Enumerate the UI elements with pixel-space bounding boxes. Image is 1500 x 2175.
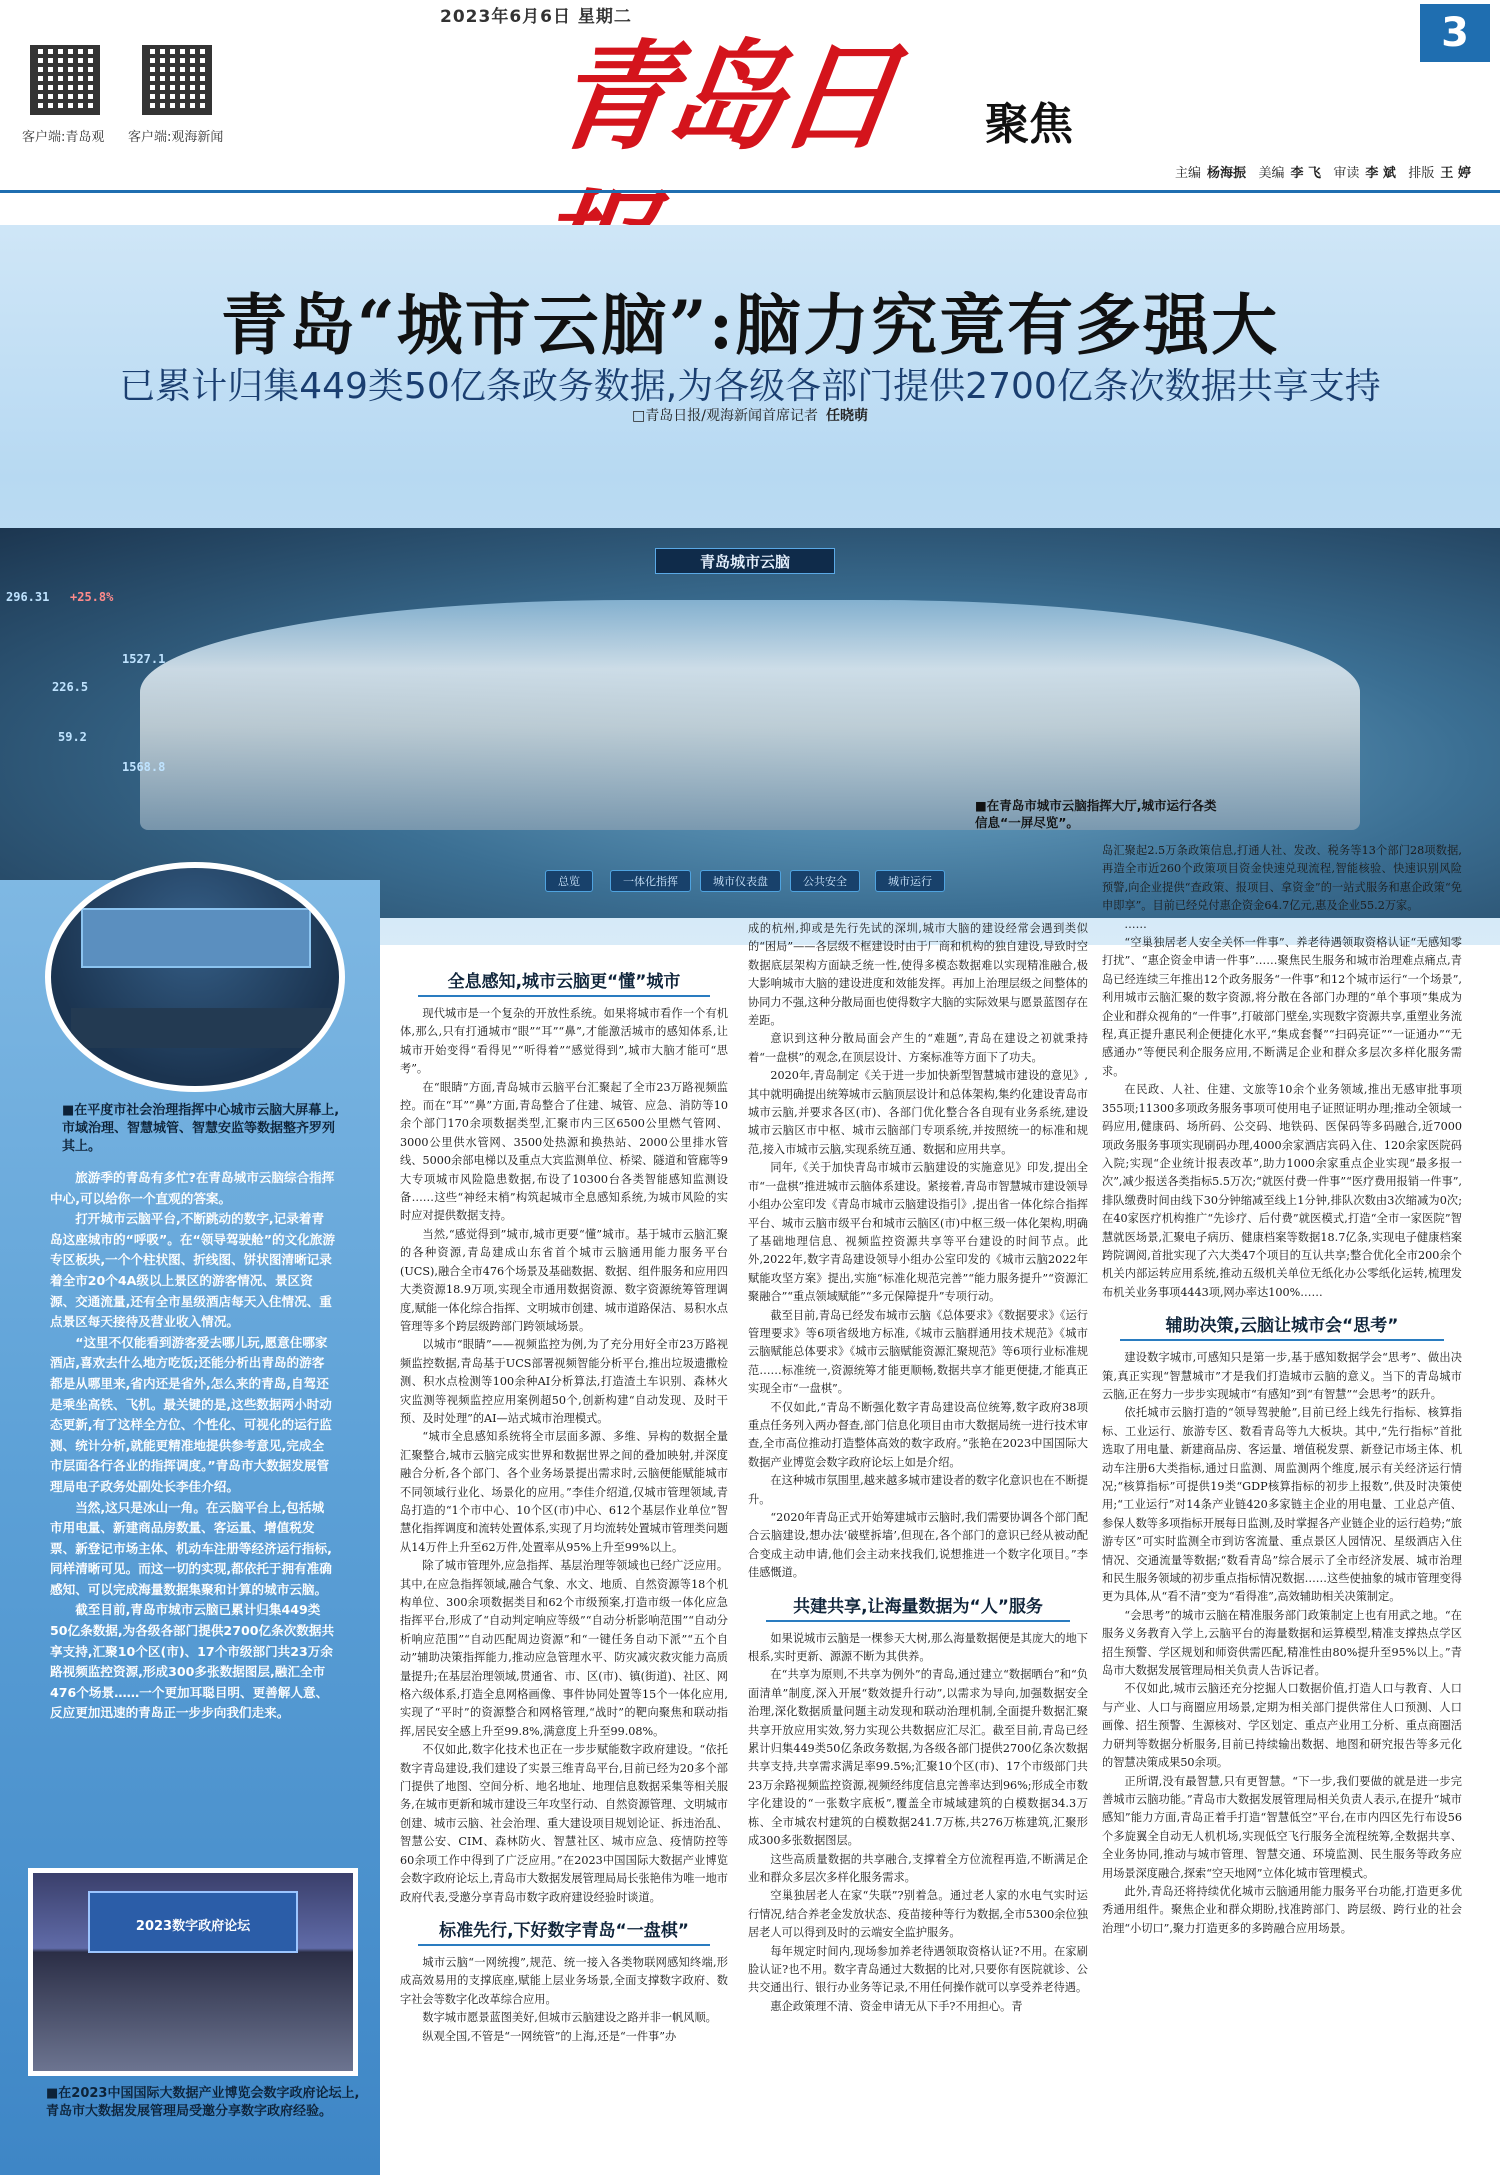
credit-name: 李 斌 (1365, 166, 1396, 181)
byline (0, 405, 1500, 425)
paragraph: 不仅如此,“青岛不断强化数字青岛建设高位统筹,数字政府38项重点任务列入两办督查,部门信息化项目由市大数据局统一进行技术审查,全市高位推动打造整体高效的数字政府。”张艳在2023中国国际大数据产业博览会数字政府论坛上如是介绍。 (748, 1400, 1088, 1469)
paragraph: 以城市“眼睛”——视频监控为例,为了充分用好全市23万路视频监控数据,青岛基于UCS部署视频智能分析平台,推出垃圾遗撒检测、积水点检测等100余种AI分析算法,打造渣土车识别、森林火灾监测等视频监控应用案例超50个,创新构建“自动发现、及时干预、及时处理”的AI—站式城市治理模式。 (400, 1338, 728, 1425)
paragraph: 这些高质量数据的共享融合,支撑着全方位流程再造,不断满足企业和群众多层次多样化服务需求。 (748, 1852, 1088, 1884)
paragraph: 惠企政策理不清、资金申请无从下手?不用担心。青 (770, 1999, 1023, 2013)
paragraph: 空巢独居老人在家“失联”?别着急。通过老人家的水电气实时运行情况,结合养老金发放状态、疫苗接种等行为数据,全市5300余位独居老人可以得到及时的云端安全监护服务。 (748, 1889, 1088, 1940)
paragraph: 建设数字城市,可感知只是第一步,基于感知数据学会“思考”、做出决策,真正实现“智慧城市”才是我们打造城市云脑的意义。当下的青岛城市云脑,正在努力一步步实现城市“有感知”到“有智慧”“会思考”的跃升。 (1102, 1351, 1462, 1401)
stage-banner-text: 2023数字政府论坛 (135, 1919, 251, 1934)
screen-readout: 296.31 (6, 590, 50, 604)
paragraph: “城市全息感知系统将全市层面多源、多维、异构的数据全量汇聚整合,城市云脑完成实世界和数据世界之间的叠加映射,并深度融合分析,各个部门、各个业务场景提出需求时,云脑便能赋能城市不同领域行业化、场景化的应用。”李佳介绍道,仅城市管理领域,青岛打造的“1个市中心、10个区(市)中心、612个基层作业单位”智慧化指挥调度和流转处置体系,实现了月均流转处置城市管理类问题从14万件上升至62万件,处置率从95%上升至99%以上。 (400, 1430, 728, 1554)
paragraph: 在民政、人社、住建、文旅等10余个业务领域,推出无感审批事项355项;11300多项政务服务事项可使用电子证照证明办理;推动全领域一码应用,健康码、场所码、公交码、地铁码、医保码等多码融合,近7000项政务服务事项实现刷码办理,4000余家酒店宾码入住、120余家医院码入院;实现“企业统计报表改革”,助力1000余家重点企业实现“最多报一次”,减少报送各类指标5.5万次;“就医付费一件事”“医疗费用报销一件事”,排队缴费时间由线下30分钟缩减至线上1分钟,排队次数由3次缩减为0次;在40家医疗机构推广“先诊疗、后付费”就医模式,打造“全市一家医院”智慧就医场景,汇聚电子病历、健康档案等数据18.7亿条,实现电子健康档案跨院调阅,首批实现了六大类47个项目的互认共享;整合优化全市200余个机关内部运转应用系统,推动五级机关单位无纸化办公零纸化运转,梳理发布机关业务事项4443项,网办率达100%…… (1102, 1083, 1462, 1299)
paragraph: 成的杭州,抑或是先行先试的深圳,城市大脑的建设经常会遇到类似的“困局”——各层级不框建设时由于厂商和机构的独自建设,导致时空数据底层架构方面缺乏统一性,使得多模态数据难以实现精准融合,极大影响城市大脑的建设进度和效能发挥。再加上治理层级之间整体的协同力不强,这种分散局面也使得数字大脑的实际效果与愿景蓝图存在差距。 (748, 922, 1088, 1028)
paragraph: 截至目前,青岛已经发布城市云脑《总体要求》《数据要求》《运行管理要求》等6项省级地方标准,《城市云脑群通用技术规范》《城市云脑赋能总体要求》《城市云脑赋能资源汇聚规范》等6项行业标准规范……标准统一,资源统筹才能更顺畅,数据共享才能更便捷,才能真正实现全市“一盘棋”。 (748, 1308, 1088, 1396)
command-center-photo (45, 862, 345, 1092)
page-number: 3 (1420, 4, 1490, 62)
paragraph: “2020年青岛正式开始筹建城市云脑时,我们需要协调各个部门配合云脑建设,想办法‘破壁拆墙’,但现在,各个部门的意识已经从被动配合变成主动申请,他们会主动来找我们,说想推进一个数字化项目。”李佳感慨道。 (748, 1511, 1088, 1580)
paragraph: 正所谓,没有最智慧,只有更智慧。“下一步,我们要做的就是进一步完善城市云脑功能。”青岛市大数据发展管理局相关负责人表示,在提升“城市感知”能力方面,青岛正着手打造“智慧低空”平台,在市内四区先行布设56个多旋翼全自动无人机机场,实现低空飞行服务全流程统筹,全数据共享、全业务协同,推动与城市管理、智慧交通、环境监测、民生服务等政务应用场景深度融合,探索“空天地网”立体化城市管理模式。 (1102, 1774, 1462, 1880)
qr-code-icon (142, 45, 212, 115)
paragraph: 纵观全国,不管是“一网统管”的上海,还是“一件事”办 (422, 2029, 677, 2043)
qr-caption: 客户端:青岛观 (22, 130, 105, 145)
screen-button: 城市运行 (875, 870, 945, 892)
screen-button: 总览 (545, 870, 593, 892)
editor-credits (1175, 162, 1471, 181)
paragraph: 现代城市是一个复杂的开放性系统。如果将城市看作一个有机体,那么,只有打通城市“眼”“耳”“鼻”,才能激活城市的感知体系,让城市开始变得“看得见”“听得着”“感觉得到”,城市大脑才能可“思考”。 (400, 1007, 728, 1076)
paragraph: 截至目前,青岛市城市云脑已累计归集449类50亿条数据,为各级各部门提供2700亿条次数据共享支持,汇聚10个区(市)、17个市级部门共23万余路视频监控资源,形成300多张数据图层,融汇全市476个场景……一个更加耳聪目明、更善解人意、反应更加迅速的青岛正一步步向我们走来。 (50, 1602, 335, 1721)
screen-readout: 226.5 (52, 680, 89, 694)
screen-title: 青岛城市云脑 (655, 548, 835, 574)
paragraph: 意识到这种分散局面会产生的“难题”,青岛在建设之初就秉持着“一盘棋”的观念,在顶层设计、方案标准等方面下了功夫。 (748, 1032, 1088, 1064)
screen-button: 公共安全 (790, 870, 860, 892)
photo-caption: ■在青岛市城市云脑指挥大厅,城市运行各类信息“一屏尽览”。 (975, 798, 1217, 830)
paragraph: 在“眼睛”方面,青岛城市云脑平台汇聚起了全市23万路视频监控。而在“耳”“鼻”方面,青岛整合了住建、城管、应急、消防等10余个部门170余项数据类型,汇聚市内三区6500公里燃气管网、3000公里供水管网、3500处热源和换热站、2000公里排水管线、5000余部电梯以及重点大宾监测单位、桥梁、隧道和管廊等9大专项城市风险隐患数据,布设了10300台各类智能感知监测设备……这些“神经末梢”构筑起城市全息感知系统,为城市风险的实时应对提供数据支持。 (400, 1080, 728, 1223)
paragraph: 旅游季的青岛有多忙?在青岛城市云脑综合指挥中心,可以给你一个直观的答案。 (50, 1170, 335, 1206)
article-column (1102, 842, 1462, 2172)
masthead-divider (0, 190, 1500, 193)
screen-readout: 1568.8 (122, 760, 166, 774)
paragraph: “空巢独居老人安全关怀一件事”、养老待遇领取资格认证“无感知零打扰”、“惠企资金申请一件事”……聚焦民生服务和城市治理难点痛点,青岛已经连续三年推出12个政务服务“一件事”和12个城市运行“一个场景”,利用城市云脑汇聚的数字资源,将分散在各部门办理的“单个事项”集成为企业和群众视角的“一件事”,打破部门壁垒,实现数字资源共享,重塑业务流程,真正提升惠民利企便捷化水平,“集成套餐”“扫码亮证”“一证通办”“无感通办”等便民利企服务应用,不断满足企业和群众多层次多样化服务需求。 (1102, 936, 1462, 1078)
screen-button: 一体化指挥 (610, 870, 691, 892)
qr-caption: 客户端:观海新闻 (128, 130, 224, 145)
section-heading: 标准先行,下好数字青岛“一盘棋” (418, 1913, 710, 1946)
credit-role: 主编 (1175, 166, 1202, 181)
paragraph: 打开城市云脑平台,不断跳动的数字,记录着青岛这座城市的“呼吸”。在“领导驾驶舱”的文化旅游专区板块,一个个柱状图、折线图、饼状图清晰记录着全市20个4A级以上景区的游客情况、景区资源、交通流量,还有全市星级酒店每天入住情况、重点景区每天接待及营业收入情况。 (50, 1211, 335, 1330)
credit-role: 排版 (1408, 166, 1435, 181)
paragraph: “会思考”的城市云脑在精准服务部门政策制定上也有用武之地。“在服务义务教育入学上,云脑平台的海量数据和运算模型,精准支撑热点学区招生预警、学区规划和师资供需匹配,精准性由80%提升至95%以上。”青岛市大数据发展管理局相关负责人告诉记者。 (1102, 1608, 1462, 1678)
section-heading: 共建共享,让海量数据为“人”服务 (766, 1589, 1070, 1622)
paragraph: 2020年,青岛制定《关于进一步加快新型智慧城市建设的意见》,其中就明确提出统筹城市云脑顶层设计和总体架构,集约化建设青岛市城市云脑,并要求各区(市)、各部门优化整合各自现有业务系统,建设城市云脑区市中枢、城市云脑部门专项系统,并按照统一的标准和规范,接入市城市云脑,实现系统互通、数据和应用共享。 (748, 1069, 1088, 1156)
article-column (748, 920, 1088, 2170)
newspaper-logo: 青岛日报 (545, 27, 901, 166)
paragraph: 当然,“感觉得到”城市,城市更要“懂”城市。基于城市云脑汇聚的各种资源,青岛建成山东省首个城市云脑通用能力服务平台(UCS),融合全市476个场景及基础数据、数据、组件服务和应用四大类资源18.9万项,实现全市通用数据资源、数字资源统筹管理调度,赋能一体化综合指挥、文明城市创建、城市道路保洁、易积水点管理等多个跨层级跨部门跨领域场景。 (400, 1227, 728, 1333)
credit-role: 美编 (1258, 166, 1285, 181)
sidebar-text (50, 1168, 335, 1724)
section-heading: 辅助决策,云脑让城市会“思考” (1120, 1308, 1444, 1341)
section-heading: 全息感知,城市云脑更“懂”城市 (418, 964, 710, 997)
screen-readout: 1527.1 (122, 652, 166, 666)
credit-name: 杨海振 (1207, 166, 1247, 181)
paragraph: 此外,青岛还将持续优化城市云脑通用能力服务平台功能,打造更多优秀通用组件。聚焦企业和群众期盼,找准跨部门、跨层级、跨行业的社会治理“小切口”,聚力打造更多的多跨融合应用场景。 (1102, 1884, 1462, 1935)
byline-prefix: □青岛日报/观海新闻首席记者 (632, 408, 818, 424)
paragraph: 每年规定时间内,现场参加养老待遇领取资格认证?不用。在家刷脸认证?也不用。数字青岛通过大数据的比对,只要你有医院就诊、公共交通出行、银行办业务等记录,不用任何操作就可以享受养老待遇。 (748, 1944, 1088, 1995)
paragraph: “这里不仅能看到游客爱去哪儿玩,愿意住哪家酒店,喜欢去什么地方吃饭;还能分析出青岛的游客都是从哪里来,省内还是省外,怎么来的青岛,自驾还是乘坐高铁、飞机。最关键的是,这些数据两小时动态更新,有了这样全方位、个性化、可视化的运行监测、统计分析,就能更精准地提供参考意见,完成全市层面各行各业的指挥调度。”青岛市大数据发展管理局电子政务处副处长李佳介绍。 (50, 1334, 332, 1494)
paragraph: 除了城市管理外,应急指挥、基层治理等领域也已经广泛应用。其中,在应急指挥领域,融合气象、水文、地质、自然资源等18个机构单位、300余项数据类目和62个市级预案,打造市级一体化应急指挥平台,形成了“自动判定响应等级”“自动分析影响范围”“自动分析响应范围”“自动匹配周边资源”和“一键任务自动下派”“五个自动”辅助决策指挥能力,推动应急管理水平、防灾减灾救灾能力高质量提升;在基层治理领域,贯通省、市、区(市)、镇(街道)、社区、网格六级体系,打造全息网格画像、事件协同处置等15个一体化应用,实现了“平时”的资源整合和网格管理,“战时”的靶向聚焦和联动指挥,居民安全感上升至99.8%,满意度上升至99.08%。 (400, 1559, 728, 1738)
city-model-image (140, 600, 1360, 830)
headline: 青岛“城市云脑”:脑力究竟有多强大 (220, 286, 1280, 364)
qr-code-icon (30, 45, 100, 115)
photo-caption: ■在平度市社会治理指挥中心城市云脑大屏幕上,市域治理、智慧城管、智慧安监等数据整齐罗列其上。 (62, 1103, 340, 1154)
paragraph: …… (1124, 917, 1147, 931)
paragraph: 岛汇聚起2.5万条政策信息,打通人社、发改、税务等13个部门28项数据,再造全市近260个政策项目资金快速兑现流程,智能核验、快速识别风险预警,向企业提供“查政策、报项目、拿资金”的一站式服务和惠企政策“免申即享”。目前已经兑付惠企资金64.7亿元,惠及企业55.2万家。 (1102, 844, 1462, 913)
paragraph: 在这种城市氛围里,越来越多城市建设者的数字化意识也在不断提升。 (748, 1474, 1088, 1506)
paragraph: 依托城市云脑打造的“领导驾驶舱”,目前已经上线先行指标、核算指标、工业运行、旅游专区、数看青岛等九大板块。其中,“先行指标”首批选取了用电量、新建商品房、客运量、增值税发票、新登记市场主体、机动车注册6大类指标,通过日监测、周监测两个维度,展示有关经济运行情况;“核算指标”可提供19类“GDP核算指标的初步上报数”,供及时决策使用;“工业运行”对14条产业链420多家链主企业的用电量、工业总产值、参保人数等多项指标开展每日监测,及时掌握各产业链企业的运行趋势;“旅游专区”可实时监测全市到访客流量、重点景区人园情况、星级酒店入住情况、交通流量等数据;“数看青岛”综合展示了全市经济发展、城市治理和民生服务领域的初步重点指标情况数据……这些使抽象的城市管理变得更为具体,从“看不清”变为“看得准”,高效辅助相关决策制定。 (1102, 1406, 1462, 1604)
paragraph: 数字城市愿景蓝图美好,但城市云脑建设之路并非一帆风顺。 (422, 2011, 717, 2025)
paragraph: 不仅如此,城市云脑还充分挖掘人口数据价值,打造人口与教育、人口与产业、人口与商圈应用场景,定期为相关部门提供常住人口预测、人口画像、招生预警、生源核对、学区划定、重点产业用工分析、重点商圈活力研判等数据分析服务,目前已持续输出数据、地图和研究报告等多元化的智慧决策成果50余项。 (1102, 1682, 1462, 1770)
credit-role: 审读 (1333, 166, 1360, 181)
credit-name: 王 婷 (1440, 166, 1471, 181)
screen-readout: +25.8% (70, 590, 114, 604)
article-column (400, 958, 728, 2168)
photo-caption: ■在2023中国国际大数据产业博览会数字政府论坛上,青岛市大数据发展管理局受邀分享数字政府经验。 (46, 2086, 360, 2119)
screen-button: 城市仪表盘 (700, 870, 781, 892)
subheadline: 已累计归集449类50亿条政务数据,为各级各部门提供2700亿条次数据共享支持 (119, 366, 1381, 407)
screen-readout: 59.2 (58, 730, 87, 744)
forum-photo (28, 1868, 358, 2076)
paragraph: 当然,这只是冰山一角。在云脑平台上,包括城市用电量、新建商品房数量、客运量、增值税发票、新登记市场主体、机动车注册等经济运行指标,同样清晰可见。而这一切的实现,都依托于拥有准确感知、可以完成海量数据集聚和计算的城市云脑。 (50, 1499, 332, 1597)
section-name: 聚焦 (985, 99, 1073, 150)
credit-name: 李 飞 (1290, 166, 1321, 181)
paragraph: 不仅如此,数字化技术也正在一步步赋能数字政府建设。“依托数字青岛建设,我们建设了实景三维青岛平台,目前已经为20多个部门提供了地图、空间分析、地名地址、地理信息数据采集等相关服务,在城市更新和城市建设三年攻坚行动、自然资源管理、文明城市创建、城市云脑、社会治理、重大建设项目规划论证、拆违治乱、智慧公安、CIM、森林防火、智慧社区、城市应急、疫情防控等60余项工作中得到了广泛应用。”在2023中国国际大数据产业博览会数字政府论坛上,青岛市大数据发展管理局局长张艳伟为唯一地市政府代表,受邀分享青岛市数字政府建设经验时谈道。 (400, 1743, 728, 1904)
paragraph: 同年,《关于加快青岛市城市云脑建设的实施意见》印发,提出全市“一盘棋”推进城市云脑体系建设。紧接着,青岛市智慧城市建设领导小组办公室印发《青岛市城市云脑建设指引》,提出省一体化综合指挥平台、城市云脑市级平台和城市云脑区(市)中枢三级一体化架构,明确了基础地理信息、视频监控资源共享等平台建设的时间节点。此外,2022年,数字青岛建设领导小组办公室印发的《城市云脑2022年赋能攻坚方案》提出,实施“标准化规范完善”“能力服务提升”“资源汇聚融合”“重点领域赋能”“多元保障提升”专项行动。 (748, 1161, 1088, 1304)
byline-author: 任晓萌 (825, 408, 868, 424)
paragraph: 城市云脑“一网统搜”,规范、统一接入各类物联网感知终端,形成高效易用的支撑底座,赋能上层业务场景,全面支撑数字政府、数字社会等数字化改革综合应用。 (400, 1955, 728, 2006)
issue-date: 2023年6月6日 星期二 (440, 7, 632, 27)
paragraph: 在“共享为原则,不共享为例外”的青岛,通过建立“数据晒台”和“负面清单”制度,深入开展“数效提升行动”,以需求为导向,加强数据安全治理,深化数据质量问题主动发现和联动治理机制,全面提升数据汇聚共享开放应用实效,努力实现公共数据应汇尽汇。截至目前,青岛已经累计归集449类50亿条政务数据,为各级各部门提供2700亿条次数据共享支持,共享需求满足率99.5%;汇聚10个区(市)、17个市级部门共23万余路视频监控资源,视频经纬度信息完善率达到96%;形成全市数字化建设的“一张数字底板”,覆盖全市城域建筑的白模数据34.3万栋、全市城农村建筑的白模数据241.7万栋,共276万栋建筑,汇聚形成300多张数据图层。 (748, 1668, 1088, 1848)
paragraph: 如果说城市云脑是一棵参天大树,那么海量数据便是其庞大的地下根系,实时更新、源源不断为其供养。 (748, 1631, 1088, 1664)
